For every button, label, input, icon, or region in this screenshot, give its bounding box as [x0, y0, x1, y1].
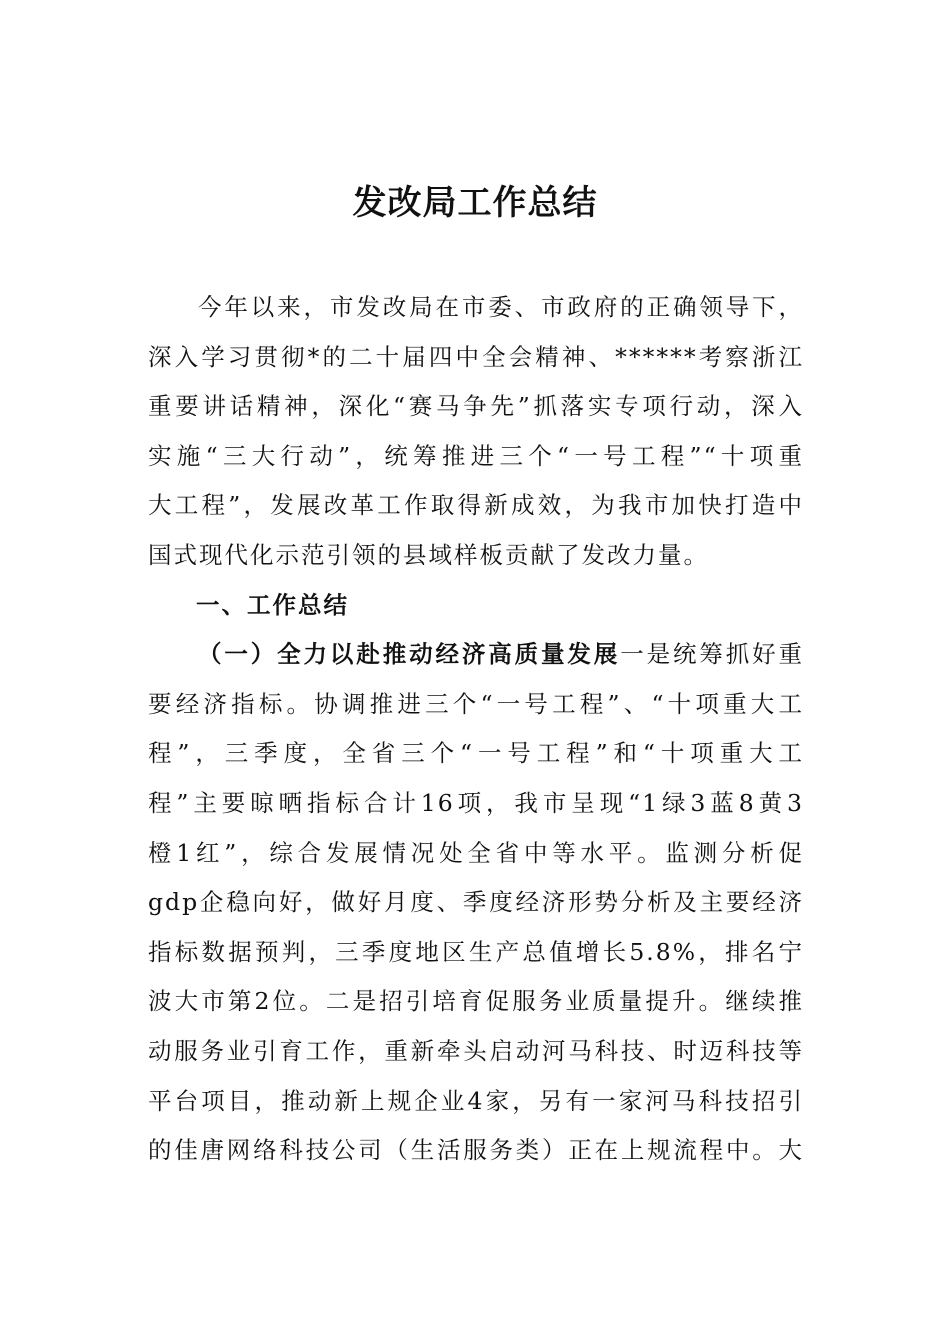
document-title: 发改局工作总结 — [352, 183, 598, 223]
document-body — [148, 283, 804, 1176]
intro-line: 今年以来，市发改局在市委、市政府的正确领导下， — [198, 293, 804, 321]
sub-heading-line — [148, 630, 804, 680]
body-line: 程”主要晾晒指标合计16项，我市呈现“1绿3蓝8黄3 — [148, 788, 804, 817]
intro-line: 深入学习贯彻*的二十届四中全会精神、******考察浙江 — [148, 342, 804, 371]
intro-line: 实施“三大行动”，统筹推进三个“一号工程”“十项重 — [148, 441, 804, 470]
body-line: 的佳唐网络科技公司（生活服务类）正在上规流程中。大 — [148, 1136, 804, 1165]
sub-heading-rest: 一是统筹抓好重 — [620, 640, 804, 669]
sub-heading: （一）全力以赴推动经济高质量发展 — [198, 640, 621, 669]
body-line: 要经济指标。协调推进三个“一号工程”、“十项重大工 — [148, 689, 804, 718]
body-line: 平台项目，推动新上规企业4家，另有一家河马科技招引 — [148, 1086, 804, 1115]
intro-line: 大工程”，发展改革工作取得新成效，为我市加快打造中 — [148, 491, 804, 520]
section-heading: 一、工作总结 — [196, 590, 349, 619]
body-line: 波大市第2位。二是招引培育促服务业质量提升。继续推 — [148, 987, 804, 1016]
intro-line: 国式现代化示范引领的县域样板贡献了发改力量。 — [148, 540, 709, 569]
body-line: 橙1红”，综合发展情况处全省中等水平。监测分析促 — [148, 838, 804, 867]
intro-line: 重要讲话精神，深化“赛马争先”抓落实专项行动，深入 — [148, 392, 804, 421]
body-line: gdp企稳向好，做好月度、季度经济形势分析及主要经济 — [148, 888, 804, 917]
body-line: 动服务业引育工作，重新牵头启动河马科技、时迈科技等 — [148, 1036, 804, 1065]
body-line: 程”，三季度，全省三个“一号工程”和“十项重大工 — [148, 739, 804, 768]
body-line: 指标数据预判，三季度地区生产总值增长5.8%，排名宁 — [148, 937, 804, 966]
